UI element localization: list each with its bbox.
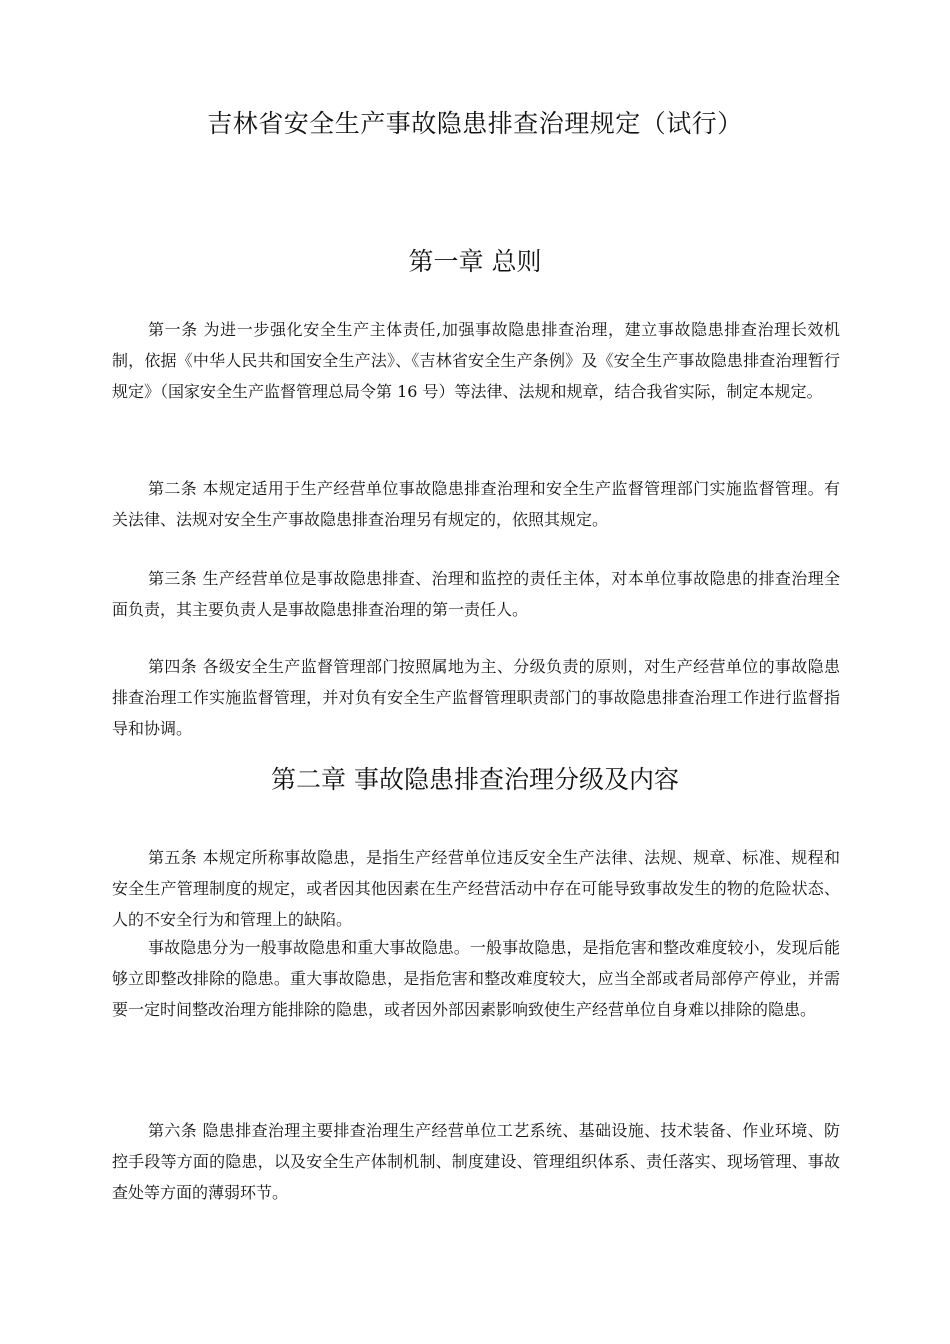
article-paragraph: 第一条 为进一步强化安全生产主体责任,加强事故隐患排查治理，建立事故隐患排查治理长效机制，依据《中华人民共和国安全生产法》、《吉林省安全生产条例》及《安全生产事故隐患排查治理暂行规定》（国家安全生产监督管理总局令第 16 号）等法律、法规和规章，结合我省实际，制定本规定。 xyxy=(112,320,840,401)
article-paragraph: 第六条 隐患排查治理主要排查治理生产经营单位工艺系统、基础设施、技术装备、作业环境、防控手段等方面的隐患，以及安全生产体制机制、制度建设、管理组织体系、责任落实、现场管理、事故查处等方面的薄弱环节。 xyxy=(112,1121,840,1202)
article-paragraph: 第四条 各级安全生产监督管理部门按照属地为主、分级负责的原则，对生产经营单位的事故隐患排查治理工作实施监督管理，并对负有安全生产监督管理职责部门的事故隐患排查治理工作进行监督指导和协调。 xyxy=(112,657,840,738)
document-title: 吉林省安全生产事故隐患排查治理规定（试行） xyxy=(207,109,743,138)
article-paragraph: 第三条 生产经营单位是事故隐患排查、治理和监控的责任主体，对本单位事故隐患的排查治理全面负责，其主要负责人是事故隐患排查治理的第一责任人。 xyxy=(112,569,840,619)
chapter-heading: 第一章 总则 xyxy=(408,247,542,276)
article-paragraph: 事故隐患分为一般事故隐患和重大事故隐患。一般事故隐患，是指危害和整改难度较小，发现后能够立即整改排除的隐患。重大事故隐患，是指危害和整改难度较大，应当全部或者局部停产停业，并需要一定时间整改治理方能排除的隐患，或者因外部因素影响致使生产经营单位自身难以排除的隐患。 xyxy=(112,938,840,1019)
chapter-heading: 第二章 事故隐患排查治理分级及内容 xyxy=(271,765,679,794)
article-paragraph: 第五条 本规定所称事故隐患，是指生产经营单位违反安全生产法律、法规、规章、标准、规程和安全生产管理制度的规定，或者因其他因素在生产经营活动中存在可能导致事故发生的物的危险状态、人的不安全行为和管理上的缺陷。 xyxy=(112,848,840,929)
article-paragraph: 第二条 本规定适用于生产经营单位事故隐患排查治理和安全生产监督管理部门实施监督管理。有关法律、法规对安全生产事故隐患排查治理另有规定的，依照其规定。 xyxy=(112,479,840,529)
